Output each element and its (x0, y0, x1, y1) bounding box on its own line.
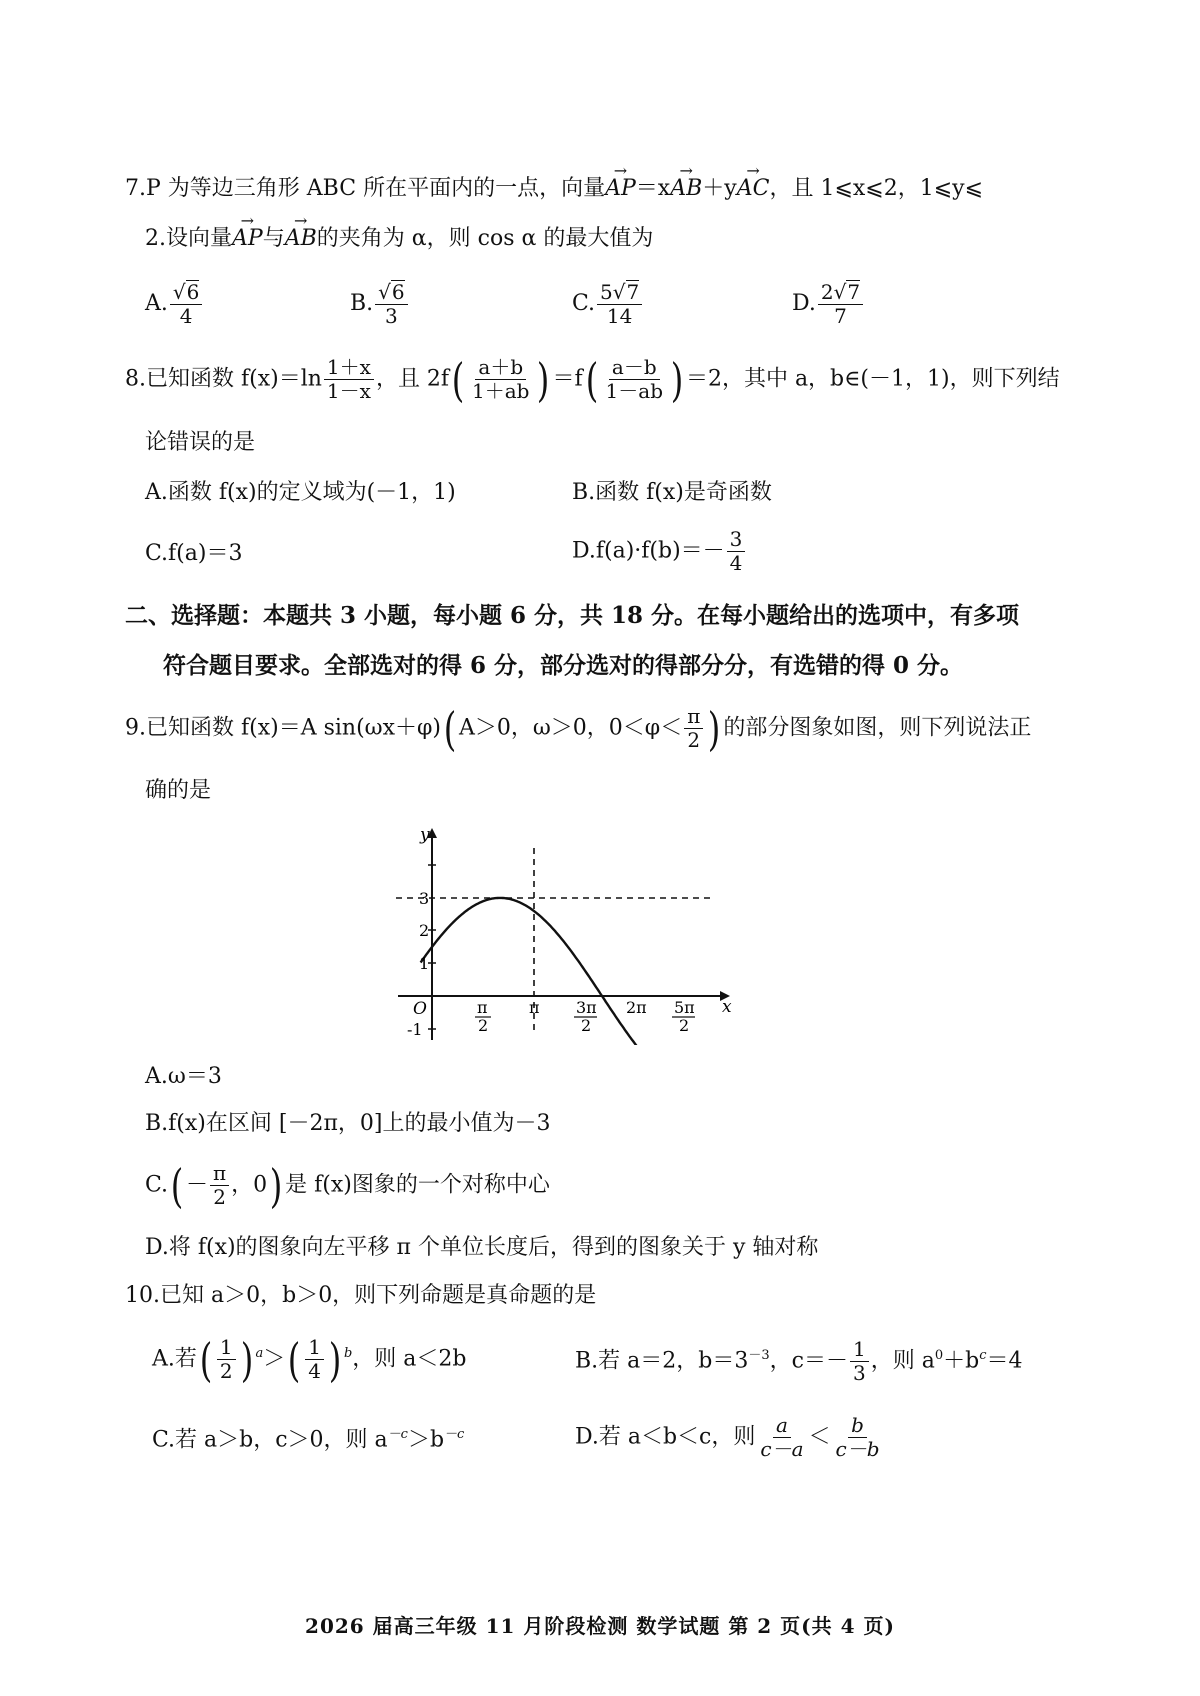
frac-num: a－b (609, 356, 660, 380)
option-label: C. (572, 291, 596, 316)
q9-option-a[interactable] (145, 1066, 222, 1088)
frac-den: 1＋ab (472, 379, 530, 403)
q7-eq-mid1: ＝x (635, 176, 671, 201)
sine-curve (421, 898, 695, 1045)
frac-num: 1 (217, 1336, 236, 1360)
q9-text-b: 的部分图象如图，则下列说法正 (723, 715, 1032, 741)
frac-den: 7 (834, 304, 847, 328)
section2-text2: 符合题目要求。全部选对的得 6 分，部分选对的得部分分，有选错的得 0 分。 (163, 652, 964, 679)
q8-text-a: 已知函数 f(x)＝ln (146, 366, 322, 392)
q9-option-b[interactable] (145, 1113, 551, 1135)
q7-stem-e: 的夹角为 α，则 cos α 的最大值为 (316, 226, 654, 251)
fraction (217, 1336, 236, 1383)
x-tick-label-den: 2 (581, 1016, 592, 1035)
exponent: －3 (748, 1348, 770, 1364)
q8-text-c: ＝f (552, 366, 583, 392)
q8-line1 (125, 352, 1060, 407)
vector-ab-2: → AB (285, 228, 317, 250)
option-text: ＜ (808, 1424, 831, 1450)
x-tick-label-num: 2π (626, 998, 647, 1017)
option-label: C. (145, 1172, 169, 1198)
paren-close: ) (269, 1158, 283, 1213)
frac-num: a (773, 1414, 791, 1438)
q10-option-a[interactable] (152, 1332, 467, 1387)
paren-open: ( (443, 701, 457, 756)
frac-num: b (848, 1414, 867, 1438)
fraction (757, 1414, 806, 1461)
option-text: ，c＝－ (769, 1348, 848, 1374)
q8-frac2 (469, 356, 532, 403)
paren-open: ( (288, 1332, 301, 1387)
frac-den: 14 (606, 304, 633, 328)
fraction (850, 1338, 869, 1385)
option-label: A. (145, 291, 168, 316)
frac-den: 3 (852, 1361, 866, 1385)
q9-option-d[interactable] (145, 1237, 818, 1259)
page-footer: 2026 届高三年级 11 月阶段检测 数学试题 第 2 页(共 4 页) (305, 1614, 895, 1638)
fraction (727, 528, 746, 575)
option-text: ，0 (231, 1172, 268, 1198)
y-tick-label-3: 3 (419, 889, 430, 908)
frac-num: 1 (850, 1338, 869, 1362)
vector-ap-2: → AP (232, 228, 263, 250)
frac-num: 1＋x (324, 356, 374, 380)
q9-text-a: 已知函数 f(x)＝A sin(ωx＋φ) (146, 715, 442, 741)
option-label: B. (350, 291, 374, 316)
q10-stem (125, 1285, 596, 1307)
q9-text-c: 确的是 (145, 778, 212, 803)
q7-option-a[interactable] (145, 280, 204, 328)
paren-close: ) (537, 352, 550, 407)
sqrt-radicand: 6 (186, 280, 200, 304)
option-text: A.函数 f(x)的定义域为(－1，1) (145, 480, 456, 505)
exponent: a (255, 1346, 264, 1362)
option-text: ＝4 (986, 1348, 1023, 1374)
frac-den: 4 (308, 1359, 321, 1383)
q10-number: 10. (125, 1283, 160, 1308)
section2-text1: 二、选择题：本题共 3 小题，每小题 6 分，共 18 分。在每小题给出的选项中，有多项 (125, 602, 1020, 629)
q10-option-b[interactable] (575, 1338, 1022, 1385)
option-text: ＞b (407, 1427, 445, 1453)
paren-close: ) (240, 1332, 253, 1387)
x-axis-label: x (722, 997, 732, 1017)
y-tick-label-neg1: -1 (407, 1020, 423, 1039)
x-tick-label-num: 5π (674, 998, 695, 1017)
q8-text-d: ＝2，其中 a，b∈(－1，1)，则下列结 (685, 366, 1060, 392)
section2-heading-line1 (125, 604, 1019, 627)
option-text: D.若 a＜b＜c，则 (575, 1424, 756, 1450)
x-tick-label-num: π (529, 998, 540, 1017)
frac-den: c－a (760, 1437, 804, 1461)
sqrt-radicand: 7 (626, 280, 640, 304)
frac-num: 3 (727, 528, 746, 552)
paren-close: ) (328, 1332, 342, 1387)
q9-cond: A＞0，ω＞0，0＜φ＜ (458, 715, 683, 741)
frac-den: 2 (687, 728, 701, 752)
y-axis-label: y (420, 825, 430, 845)
option-text: C.若 a＞b，c＞0，则 a (152, 1427, 388, 1453)
q8-option-b[interactable] (572, 482, 772, 504)
exponent: c (979, 1348, 987, 1364)
frac-den: 1－ab (605, 379, 663, 403)
paren-open: ( (170, 1158, 184, 1213)
frac-den: 3 (385, 304, 398, 328)
q8-line2 (145, 432, 255, 454)
q8-frac3 (603, 356, 666, 403)
q7-option-d[interactable] (792, 280, 865, 328)
q10-option-c[interactable] (152, 1428, 464, 1451)
origin-label: O (413, 999, 427, 1019)
q7-option-b[interactable] (350, 280, 410, 328)
x-tick-label-den: 2 (478, 1016, 489, 1035)
sine-graph (380, 820, 750, 1045)
q7-stem-b: ，且 1⩽x⩽2，1⩽y⩽ (769, 176, 984, 201)
q10-stem-text: 已知 a＞0，b＞0，则下列命题是真命题的是 (160, 1283, 597, 1308)
q9-line1 (125, 701, 1032, 756)
sqrt-radicand: 6 (391, 280, 405, 304)
option-text: 是 f(x)图象的一个对称中心 (285, 1172, 550, 1198)
frac-den: 4 (179, 304, 193, 328)
frac-den: 2 (219, 1359, 233, 1383)
frac-den: 2 (213, 1185, 226, 1209)
q7-stem-a: P 为等边三角形 ABC 所在平面内的一点，向量 (146, 176, 606, 201)
q7-line1 (125, 178, 983, 200)
fraction (210, 1162, 229, 1209)
q7-eq-mid2: ＋y (702, 176, 737, 201)
paren-open: ( (585, 352, 598, 407)
exponent: b (343, 1346, 353, 1362)
q8-option-c[interactable] (145, 543, 242, 565)
option-text: D.将 f(x)的图象向左平移 π 个单位长度后，得到的图象关于 y 轴对称 (145, 1235, 819, 1260)
fraction (833, 1414, 883, 1461)
option-text: C.f(a)＝3 (145, 541, 243, 566)
paren-open: ( (199, 1332, 213, 1387)
option-text: B.若 a＝2，b＝3 (575, 1348, 749, 1374)
q8-text-b: ，且 2f (375, 366, 450, 392)
q7-stem-d: 与 (262, 226, 285, 251)
exponent: －c (444, 1427, 465, 1442)
x-tick-label-num: π (477, 998, 488, 1017)
option-label: D. (792, 291, 816, 316)
frac-coef: 5 (600, 280, 613, 304)
q9-line2 (145, 780, 211, 802)
minus-sign: － (186, 1172, 209, 1198)
vector-ac: → AC (737, 178, 770, 200)
frac-den: 4 (729, 551, 743, 575)
y-tick-label-2: 2 (419, 921, 430, 940)
exponent: －c (387, 1427, 408, 1442)
vector-ap: → AP (605, 178, 636, 200)
option-text: ，则 a＜2b (352, 1346, 467, 1372)
frac-num: 1 (305, 1336, 324, 1360)
frac-num: a＋b (475, 356, 526, 380)
option-text: D.f(a)·f(b)＝－ (572, 538, 725, 564)
paren-close: ) (670, 352, 684, 407)
sqrt-radicand: 7 (847, 280, 861, 304)
q7-number: 7. (125, 176, 146, 201)
q8-frac1 (324, 356, 374, 403)
q9-number: 9. (125, 715, 146, 741)
paren-open: ( (451, 352, 465, 407)
frac-num: π (684, 705, 703, 729)
y-tick-label-1: 1 (419, 954, 430, 973)
fraction: $\frac{√6}{3}$ (375, 280, 407, 328)
section2-heading-line2 (163, 654, 963, 677)
q8-text-e: 论错误的是 (145, 430, 256, 455)
fraction: $\frac{√6}{4}$ (170, 280, 202, 328)
q8-number: 8. (125, 366, 146, 392)
fraction: $\frac{2√7}{7}$ (818, 280, 863, 328)
option-label: A.若 (152, 1346, 197, 1372)
frac-den: 1－x (326, 379, 371, 403)
q7-option-c[interactable] (572, 280, 644, 328)
fraction (305, 1336, 324, 1383)
option-text: ＞ (263, 1346, 286, 1372)
x-tick-label-num: 3π (576, 998, 597, 1017)
option-text: A.ω＝3 (145, 1064, 222, 1089)
option-text: B.函数 f(x)是奇函数 (572, 480, 772, 505)
q10-option-d[interactable] (575, 1414, 885, 1461)
q9-option-c[interactable] (145, 1158, 550, 1213)
q7-stem-c: 2.设向量 (145, 226, 232, 251)
q8-option-a[interactable] (145, 482, 456, 504)
x-tick-label-den: 2 (679, 1016, 690, 1035)
option-text: B.f(x)在区间 [－2π，0]上的最小值为－3 (145, 1111, 551, 1136)
q7-line2 (145, 228, 653, 250)
option-text: ＋b (943, 1348, 980, 1374)
exponent: 0 (934, 1348, 944, 1364)
vector-ab: → AB (670, 178, 702, 200)
q8-option-d[interactable] (572, 528, 747, 575)
paren-close: ) (708, 701, 721, 756)
fraction: $\frac{5√7}{14}$ (597, 280, 642, 328)
frac-num: π (210, 1162, 229, 1186)
frac-den: c－b (835, 1437, 880, 1461)
option-text: ，则 a (870, 1348, 935, 1374)
fraction (684, 705, 703, 752)
frac-coef: 2 (820, 280, 834, 304)
